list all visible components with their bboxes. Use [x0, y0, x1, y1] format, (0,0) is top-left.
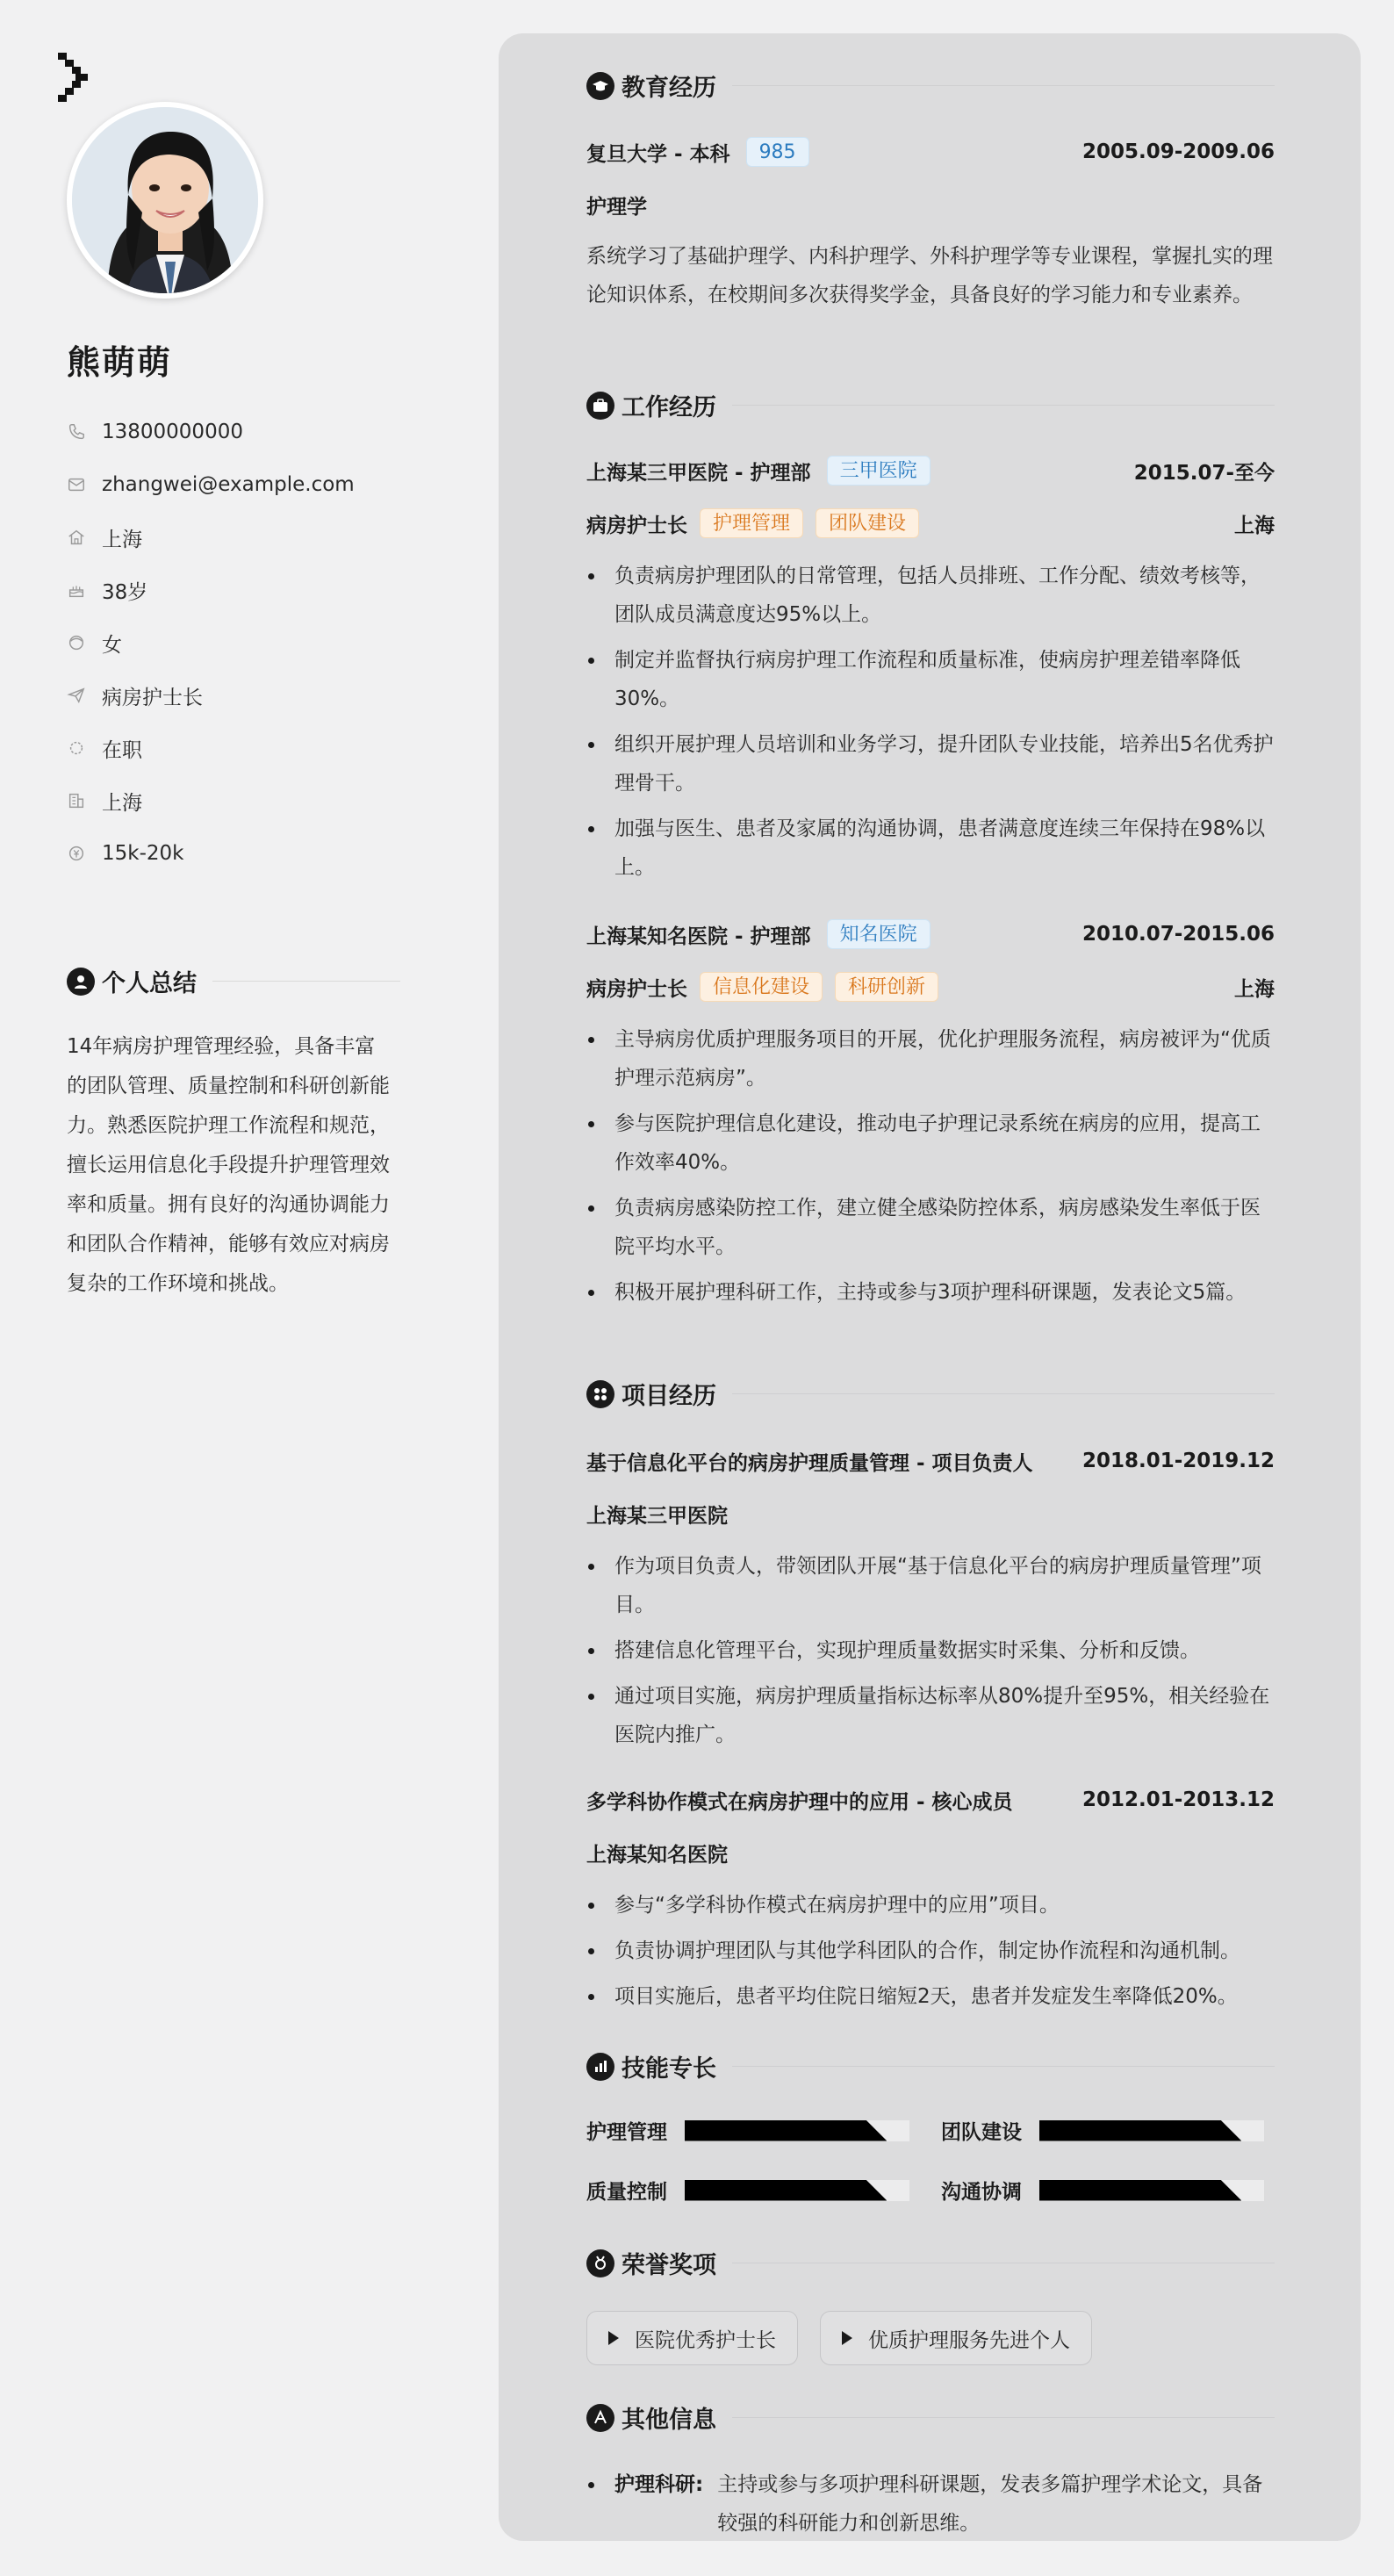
avatar — [67, 102, 263, 299]
job-2-bullets — [586, 1020, 1275, 1319]
contact-city — [67, 511, 355, 564]
project-1-org-row — [586, 1496, 1275, 1531]
contact-text: zhangwei@example.com — [102, 473, 355, 496]
project-2-org-row — [586, 1835, 1275, 1870]
project-1-header — [586, 1443, 1275, 1479]
graduation-cap-icon — [586, 72, 614, 100]
school-name: 复旦大学 - 本科 — [586, 142, 730, 166]
skill-item — [586, 2116, 909, 2145]
award-item — [820, 2311, 1092, 2365]
cake-icon — [67, 580, 86, 600]
other-title: 其他信息 — [622, 2407, 716, 2434]
skill-item — [941, 2176, 1264, 2205]
skill-name: 团队建设 — [941, 2121, 1022, 2144]
list-item: 参与“多学科协作模式在病房护理中的应用”项目。 — [586, 1886, 1275, 1925]
contact-text: 在职 — [102, 738, 142, 762]
other-item — [586, 2465, 1275, 2543]
skill-name: 沟通协调 — [941, 2181, 1022, 2204]
divider — [732, 85, 1275, 86]
award-label: 医院优秀护士长 — [635, 2328, 776, 2352]
list-item: 搭建信息化管理平台，实现护理质量数据实时采集、分析和反馈。 — [586, 1631, 1275, 1670]
education-desc: 系统学习了基础护理学、内科护理学、外科护理学等专业课程，掌握扎实的理论知识体系，在校期间多次获得奖学金，具备良好的学习能力和专业素养。 — [586, 245, 1273, 306]
contact-salary — [67, 827, 355, 880]
job-1-header — [586, 453, 1275, 488]
divider — [212, 981, 400, 982]
skill-bar-fill — [685, 2120, 887, 2141]
job-role: 病房护士长 — [586, 514, 687, 537]
award-label: 优质护理服务先进个人 — [868, 2328, 1070, 2352]
project-date: 2018.01-2019.12 — [1081, 1450, 1275, 1472]
job-1-role — [586, 506, 1275, 541]
home-icon — [67, 528, 86, 547]
skills-heading — [586, 2049, 1275, 2083]
mail-icon — [67, 475, 86, 494]
skill-item — [586, 2176, 909, 2205]
list-item: 负责病房感染防控工作，建立健全感染防控体系，病房感染发生率低于医院平均水平。 — [586, 1189, 1275, 1266]
main-panel — [499, 33, 1361, 2541]
job-org: 上海某知名医院 - 护理部 — [586, 925, 811, 948]
job-city: 上海 — [1234, 977, 1275, 1001]
project-date: 2012.01-2013.12 — [1081, 1788, 1275, 1811]
awards-heading — [586, 2246, 1275, 2280]
major: 护理学 — [586, 195, 647, 219]
play-icon — [608, 2331, 619, 2345]
list-item: 通过项目实施，病房护理质量指标达标率从80%提升至95%，相关经验在医院内推广。 — [586, 1677, 1275, 1754]
contact-position — [67, 669, 355, 722]
logo-icon — [56, 51, 91, 104]
awards-list — [586, 2311, 1275, 2365]
list-item: 负责病房护理团队的日常管理，包括人员排班、工作分配、绩效考核等，团队成员满意度达95%以上。 — [586, 557, 1275, 634]
awards-title: 荣誉奖项 — [622, 2252, 716, 2279]
divider — [732, 2417, 1275, 2418]
job-1-bullets — [586, 557, 1275, 894]
user-icon — [67, 968, 95, 996]
contact-phone — [67, 406, 355, 458]
job-date: 2010.07-2015.06 — [1081, 923, 1275, 946]
job-2-role — [586, 969, 1275, 1004]
grid-icon — [586, 1380, 614, 1408]
list-item: 制定并监督执行病房护理工作流程和质量标准，使病房护理差错率降低30%。 — [586, 641, 1275, 718]
contact-email — [67, 458, 355, 511]
medal-icon — [586, 2249, 614, 2277]
job-org-tag: 知名医院 — [827, 919, 931, 949]
skill-bar-fill — [1039, 2180, 1241, 2201]
contact-gender — [67, 616, 355, 669]
project-name: 多学科协作模式在病房护理中的应用 - 核心成员 — [586, 1790, 1013, 1814]
other-value: 主持或参与多项护理科研课题，发表多篇护理学术论文，具备较强的科研能力和创新思维。 — [717, 2473, 1263, 2535]
job-date: 2015.07-至今 — [1133, 461, 1275, 485]
list-item: 加强与医生、患者及家属的沟通协调，患者满意度连续三年保持在98%以上。 — [586, 809, 1275, 887]
skill-bar — [685, 2120, 909, 2141]
summary-text: 14年病房护理管理经验，具备丰富的团队管理、质量控制和科研创新能力。熟悉医院护理工作流程和规范，擅长运用信息化手段提升护理管理效率和质量。拥有良好的沟通协调能力和团队合作精神，能够有效应对病房复杂的工作环境和挑战。 — [67, 1035, 390, 1295]
skill-bar — [1039, 2120, 1264, 2141]
divider — [732, 405, 1275, 406]
other-key: 护理科研: — [614, 2473, 704, 2496]
contact-text: 13800000000 — [102, 421, 243, 443]
skill-name: 质量控制 — [586, 2181, 667, 2204]
gender-icon — [67, 633, 86, 652]
list-item: 作为项目负责人，带领团队开展“基于信息化平台的病房护理质量管理”项目。 — [586, 1547, 1275, 1624]
projects-heading — [586, 1377, 1275, 1411]
list-item: 负责协调护理团队与其他学科团队的合作，制定协作流程和沟通机制。 — [586, 1932, 1275, 1970]
job-city: 上海 — [1234, 514, 1275, 537]
contact-text: 38岁 — [102, 580, 148, 604]
school-tag: 985 — [746, 137, 809, 167]
contact-list — [67, 406, 355, 880]
other-heading — [586, 2400, 1275, 2435]
summary-title: 个人总结 — [102, 970, 197, 997]
job-org: 上海某三甲医院 - 护理部 — [586, 461, 811, 485]
job-tag: 科研创新 — [835, 972, 938, 1002]
list-item: 主导病房优质护理服务项目的开展，优化护理服务流程，病房被评为“优质护理示范病房”。 — [586, 1020, 1275, 1097]
bar-chart-icon — [586, 2053, 614, 2081]
job-2-header — [586, 917, 1275, 952]
job-role: 病房护士长 — [586, 977, 687, 1001]
skill-bar — [685, 2180, 909, 2201]
list-item: 项目实施后，患者平均住院日缩短2天，患者并发症发生率降低20%。 — [586, 1977, 1275, 2016]
divider — [732, 1393, 1275, 1394]
skills-title: 技能专长 — [622, 2055, 716, 2083]
summary-heading — [67, 964, 400, 998]
skill-name: 护理管理 — [586, 2121, 667, 2144]
project-1-bullets — [586, 1547, 1275, 1761]
contact-text: 15k-20k — [102, 842, 184, 865]
sidebar — [0, 0, 499, 2576]
contact-workplace — [67, 774, 355, 827]
briefcase-icon — [586, 392, 614, 420]
project-2-bullets — [586, 1886, 1275, 2023]
contact-status — [67, 722, 355, 774]
list-item: 组织开展护理人员培训和业务学习，提升团队专业技能，培养出5名优秀护理骨干。 — [586, 725, 1275, 802]
skill-bar — [1039, 2180, 1264, 2201]
list-item: 参与医院护理信息化建设，推动电子护理记录系统在病房的应用，提高工作效率40%。 — [586, 1105, 1275, 1182]
list-item: 积极开展护理科研工作，主持或参与3项护理科研课题，发表论文5篇。 — [586, 1273, 1275, 1312]
education-date: 2005.09-2009.06 — [1081, 140, 1275, 163]
contact-text: 病房护士长 — [102, 686, 203, 709]
project-org: 上海某三甲医院 — [586, 1504, 728, 1528]
job-tag: 护理管理 — [700, 508, 803, 538]
education-title: 教育经历 — [622, 75, 716, 102]
coin-icon — [67, 844, 86, 863]
contact-text: 女 — [102, 633, 122, 657]
project-name: 基于信息化平台的病房护理质量管理 - 项目负责人 — [586, 1451, 1033, 1475]
building-icon — [67, 791, 86, 810]
profile-name: 熊萌萌 — [67, 343, 173, 382]
projects-title: 项目经历 — [622, 1383, 716, 1410]
work-title: 工作经历 — [622, 394, 716, 421]
job-org-tag: 三甲医院 — [827, 456, 931, 486]
contact-age — [67, 564, 355, 616]
major-row — [586, 187, 1275, 222]
skill-item — [941, 2116, 1264, 2145]
work-heading — [586, 388, 1275, 422]
skill-bar-fill — [685, 2180, 887, 2201]
award-item — [586, 2311, 798, 2365]
translate-icon — [586, 2404, 614, 2432]
project-2-header — [586, 1782, 1275, 1817]
contact-text: 上海 — [102, 528, 142, 551]
play-icon — [842, 2331, 852, 2345]
divider — [732, 2066, 1275, 2067]
contact-text: 上海 — [102, 791, 142, 815]
education-heading — [586, 68, 1275, 103]
education-row — [586, 134, 1275, 169]
job-tag: 信息化建设 — [700, 972, 823, 1002]
paper-plane-icon — [67, 686, 86, 705]
skill-bar-fill — [1039, 2120, 1241, 2141]
status-icon — [67, 738, 86, 758]
project-org: 上海某知名医院 — [586, 1843, 728, 1867]
job-tag: 团队建设 — [816, 508, 919, 538]
phone-icon — [67, 422, 86, 442]
